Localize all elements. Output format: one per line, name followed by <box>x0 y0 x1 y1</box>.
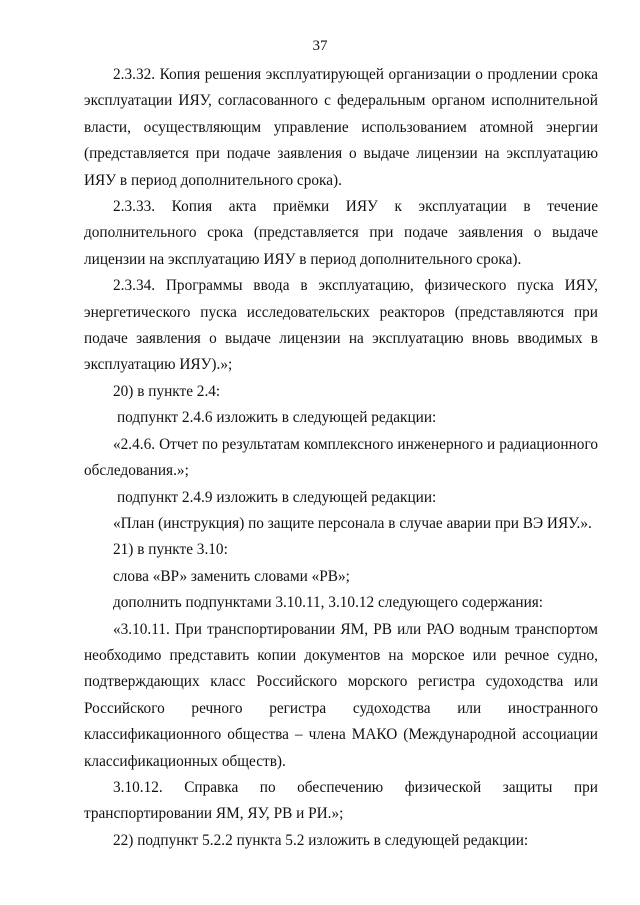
paragraph-2-4-9-quote: «План (инструкция) по защите персонала в случае аварии при ВЭ ИЯУ.». <box>113 514 592 532</box>
paragraph-subitem-2-4-9-intro: подпункт 2.4.9 изложить в следующей редакции: <box>117 488 437 506</box>
paragraph-2-3-33: 2.3.33. Копия акта приёмки ИЯУ к эксплуатации в течение дополнительного срока (представляется при подаче заявления о выдаче лицензии на эксплуатацию ИЯУ в период дополнительного срока). <box>84 198 598 268</box>
paragraph-subitem-2-4-6-intro: подпункт 2.4.6 изложить в следующей редакции: <box>117 409 437 427</box>
paragraph-3-10-12: 3.10.12. Справка по обеспечению физической защиты при транспортировании ЯМ, ЯУ, РВ и РИ.»; <box>84 778 598 823</box>
paragraph-2-4-6-quote: «2.4.6. Отчет по результатам комплексного инженерного и радиационного обследования.»; <box>84 435 598 480</box>
paragraph-item-20: 20) в пункте 2.4: <box>113 382 221 400</box>
document-body <box>84 62 598 854</box>
page-number: 37 <box>312 38 328 54</box>
paragraph-2-3-32: 2.3.32. Копия решения эксплуатирующей организации о продлении срока эксплуатации ИЯУ, согласованного с федеральным органом исполнительной власти, осуществляющим управление использованием атомной энергии (представляется при подаче заявления о выдаче лицензии на эксплуатацию ИЯУ в период дополнительного срока). <box>84 66 598 189</box>
paragraph-item-22: 22) подпункт 5.2.2 пункта 5.2 изложить в следующей редакции: <box>113 831 529 849</box>
paragraph-add-subitems: дополнить подпунктами 3.10.11, 3.10.12 следующего содержания: <box>113 594 544 612</box>
paragraph-2-3-34: 2.3.34. Программы ввода в эксплуатацию, физического пуска ИЯУ, энергетического пуска исследовательских реакторов (представляются при подаче заявления о выдаче лицензии на эксплуатацию вновь вводимых в эксплуатацию ИЯУ).»; <box>84 277 598 374</box>
paragraph-3-10-11: «3.10.11. При транспортировании ЯМ, РВ или РАО водным транспортом необходимо представить копии документов на морское или речное судно, подтверждающих класс Российского морского регистра судоходства или Российского речного регистра судоходства или иностранного классификационного общества – члена МАКО (Международной ассоциации классификационных обществ). <box>84 620 598 770</box>
paragraph-item-21: 21) в пункте 3.10: <box>113 541 228 559</box>
paragraph-words-replacement: слова «ВР» заменить словами «РВ»; <box>113 567 350 585</box>
